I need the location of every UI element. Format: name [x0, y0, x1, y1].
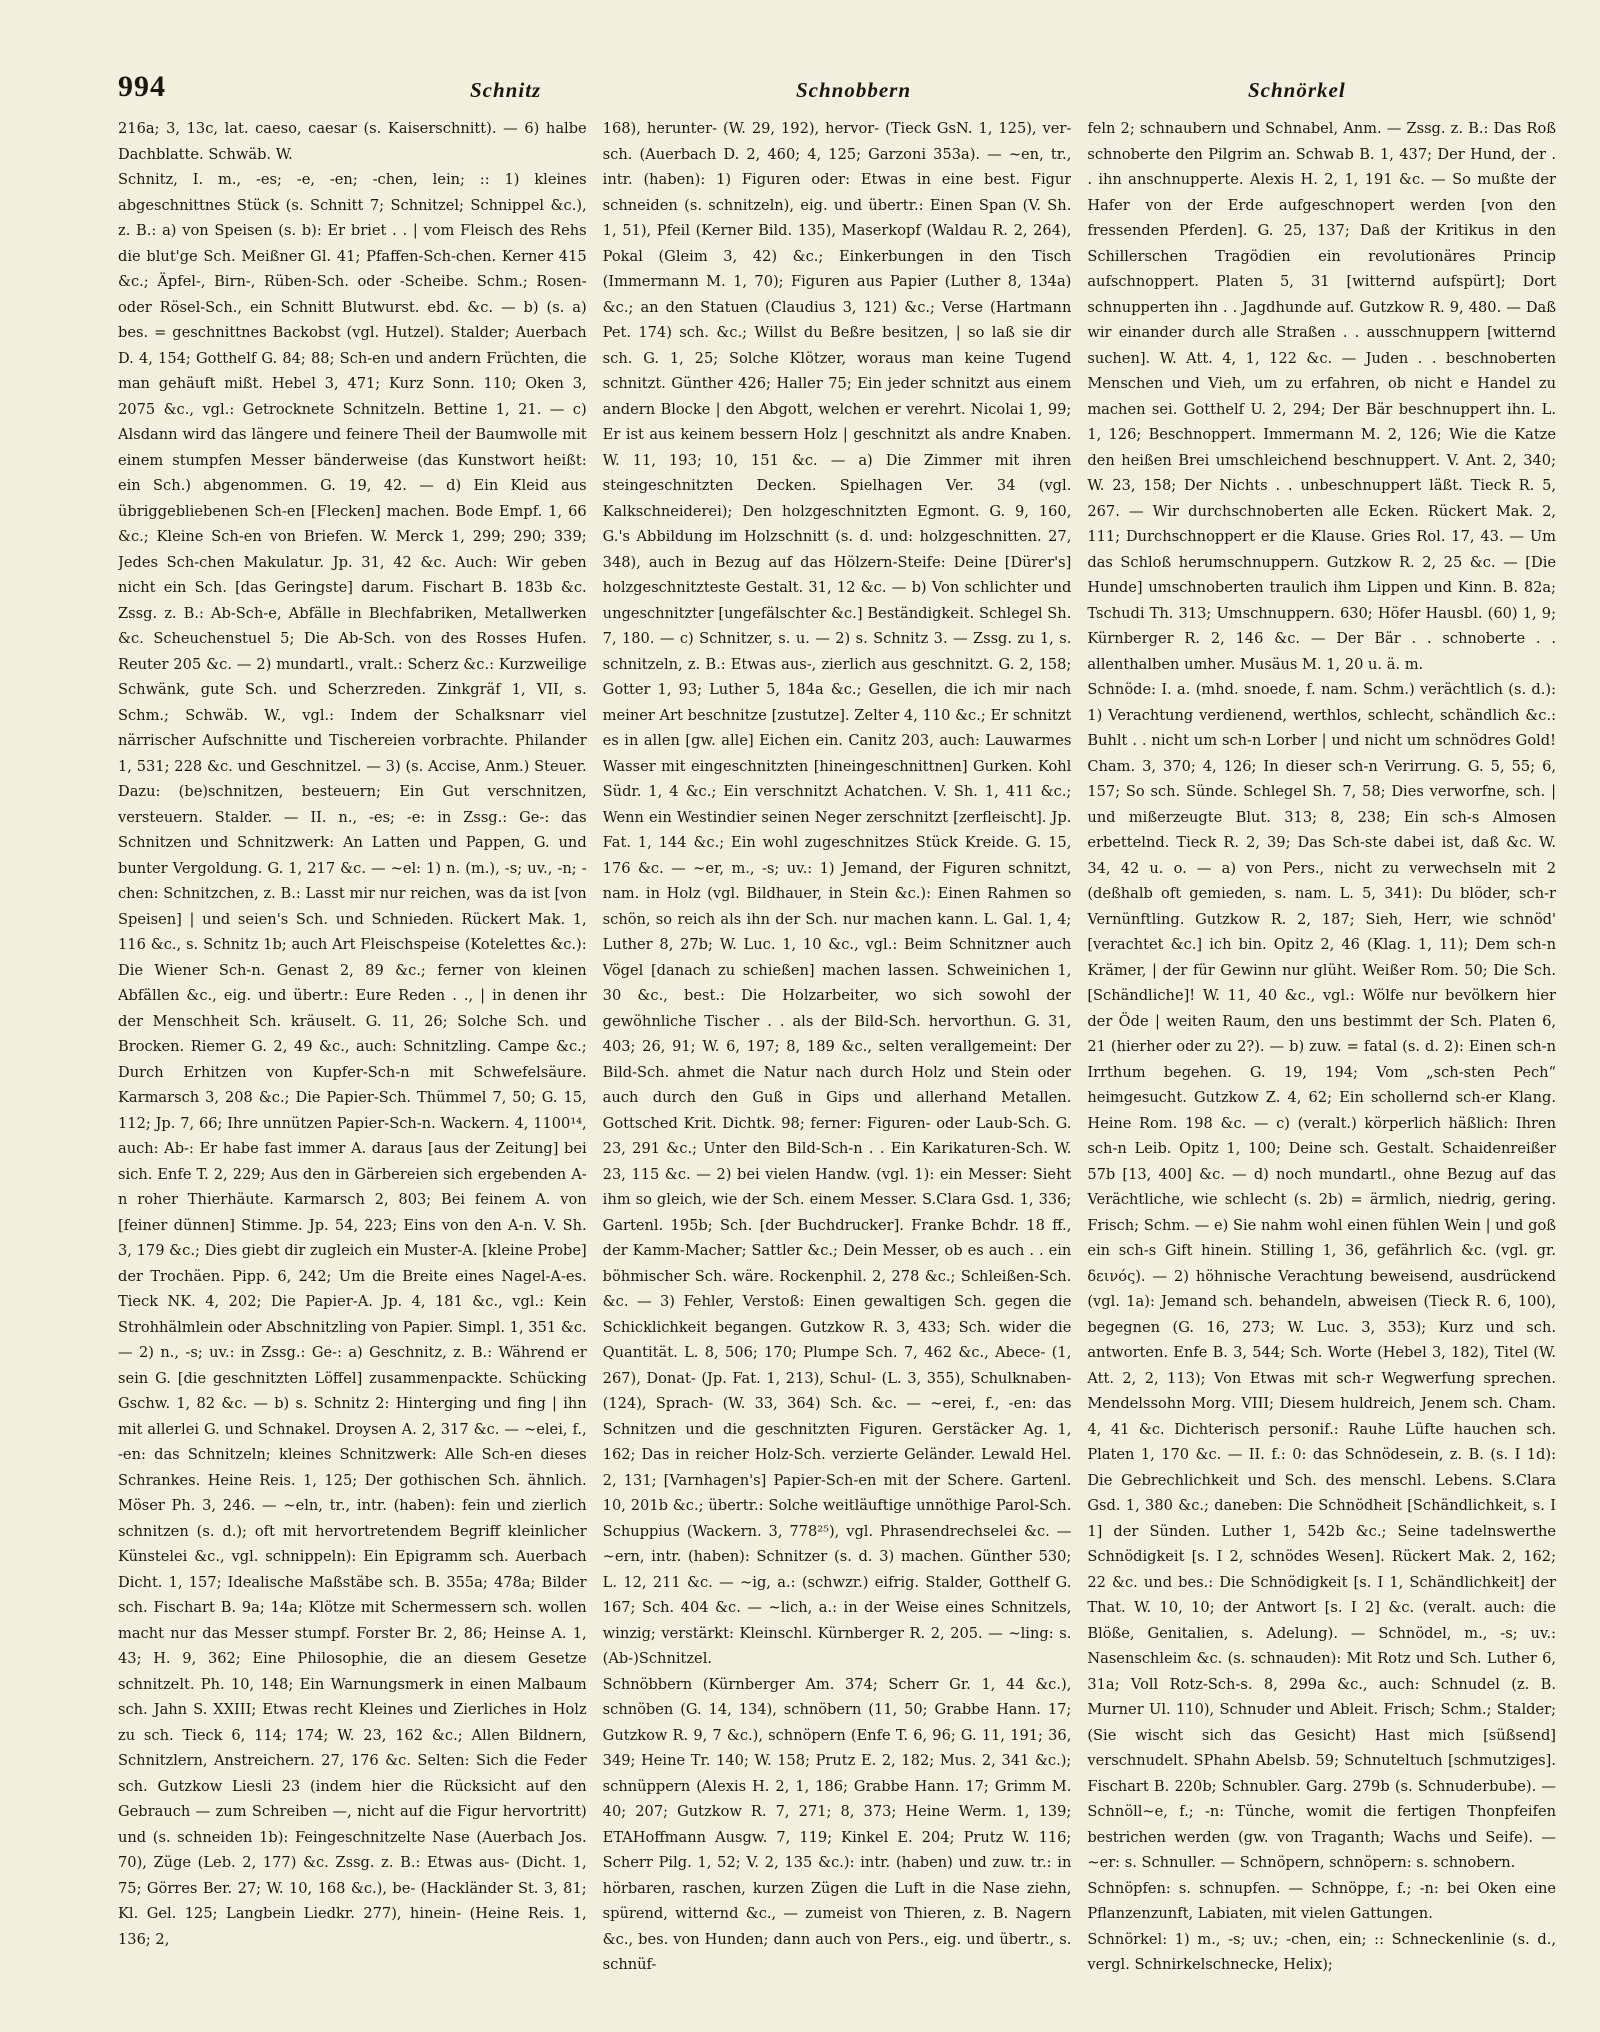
entry-paragraph: 216a; 3, 13c, lat. caeso, caesar (s. Kaiserschnitt). — 6) halbe Dachblatte. Schwäb. W.: [118, 120, 587, 163]
entry-paragraph: feln 2; schnaubern und Schnabel, Anm. — Zssg. z. B.: Das Roß schnoberte den Pilgrim an. Schwab B. 1, 437; Der Hund, der . . ihn anschnupperte. Alexis H. 2, 1, 191 &c. — So mußte der Hafer von der Erde aufgeschnopert werden [von den fressenden Pferden]. G. 25, 137; Daß der Kritikus in den Schillerschen Tragödien ein revolutionäres Princip aufschnoppert. Platen 5, 31 [witternd aufspürt]; Dort schnupperten ihn . . Jagdhunde auf. Gutzkow R. 9, 480. — Daß wir einander durch alle Straßen . . ausschnuppern [witternd suchen]. W. Att. 4, 1, 122 &c. — Juden . . beschnoberten Menschen und Vieh, um zu erfahren, ob nicht e Handel zu machen sei. Gotthelf U. 2, 294; Der Bär beschnuppert ihn. L. 1, 126; Beschnoppert. Immermann M. 2, 126; Wie die Katze den heißen Brei umschleichend beschnuppert. V. Ant. 2, 340; W. 23, 158; Der Nichts . . unbeschnuppert läßt. Tieck R. 5, 267. — Wir durchschnoberten alle Ecken. Rückert Mak. 2, 111; Durchschnoppert er die Klause. Gries Rol. 17, 43. — Um das Schloß herumschnuppern. Gutzkow R. 2, 25 &c. — [Die Hunde] umschnoberten traulich ihm Lippen und Kinn. B. 82a; Tschudi Th. 313; Umschnuppern. 630; Höfer Hausbl. (60) 1, 9; Kürnberger R. 2, 146 &c. — Der Bär . . schnoberte . . allenthalben umher. Musäus M. 1, 20 u. ä. m.: [1087, 120, 1557, 673]
page-header: [118, 70, 1556, 110]
column-3: [1087, 116, 1556, 2016]
entry-paragraph: Schnörkel: 1) m., -s; uv.; -chen, ein; :: Schneckenlinie (s. d., vergl. Schnirkelschnecke, Helix);: [1087, 1930, 1557, 1973]
page-number: 994: [118, 70, 166, 103]
entry-paragraph: Schnöde: I. a. (mhd. snoede, f. nam. Schm.) verächtlich (s. d.): 1) Verachtung verdienend, werthlos, schlecht, schändlich &c.: Buhlt . . nicht um sch-n Lorber | und nicht um schnödres Gold! Cham. 3, 370; 4, 126; In dieser sch-n Verirrung. G. 5, 55; 6, 157; So sch. Sünde. Schlegel Sh. 7, 58; Dies verworfne, sch. | und mißerzeugte Blut. 313; 8, 238; Ein sch-s Almosen erbettelnd. Tieck R. 2, 39; Das Sch-ste dabei ist, daß &c. W. 34, 42 u. o. — a) von Pers., nicht zu verwechseln mit 2 (deßhalb oft gemieden, s. nam. L. 5, 341): Du blöder, sch-r Vernünftling. Gutzkow R. 2, 187; Sieh, Herr, wie schnöd' [verachtet &c.] ich bin. Opitz 2, 46 (Klag. 1, 11); Dem sch-n Krämer, | der für Gewinn nur glüht. Weißer Rom. 50; Die Sch. [Schändliche]! W. 11, 40 &c., vgl.: Wölfe nur bevölkern hier der Öde | weiten Raum, den uns bestimmt der Sch. Platen 6, 21 (hierher oder zu 2?). — b) zuw. = fatal (s. d. 2): Einen sch-n Irrthum begehen. G. 19, 194; Vom „sch-sten Pech“ heimgesucht. Gutzkow Z. 4, 62; Ein schollernd sch-er Klang. Heine Rom. 198 &c. — c) (veralt.) körperlich häßlich: Ihren sch-n Leib. Opitz 1, 100; Deine sch. Gestalt. Schaidenreißer 57b [13, 400] &c. — d) noch mundartl., ohne Bezug auf das Verächtliche, wie schlecht (s. 2b) = ärmlich, niedrig, gering. Frisch; Schm. — e) Sie nahm wohl einen fühlen Wein | und goß ein sch-s Gift hinein. Stilling 1, 36, gefährlich &c. (vgl. gr. δεινός). — 2) höhnische Verachtung beweisend, ausdrückend (vgl. 1a): Jemand sch. behandeln, abweisen (Tieck R. 6, 100), begegnen (G. 16, 273; W. Luc. 3, 353); Kurz und sch. antworten. Enfe B. 3, 544; Sch. Worte (Hebel 3, 182), Titel (W. Att. 2, 2, 113); Von Etwas mit sch-r Wegwerfung sprechen. Mendelssohn Morg. VIII; Diesem huldreich, Jenem sch. Cham. 4, 41 &c. Dichterisch personif.: Rauhe Lüfte hauchen sch. Platen 1, 170 &c. — II. f.: 0: das Schnödesein, z. B. (s. I 1d): Die Gebrechlichkeit und Sch. des menschl. Lebens. S.Clara Gsd. 1, 380 &c.; daneben: Die Schnödheit [Schändlichkeit, s. I 1] der Sünden. Luther 1, 542b &c.; Seine tadelnswerthe Schnödigkeit [s. I 2, schnödes Wesen]. Rückert Mak. 2, 162; 22 &c. und bes.: Die Schnödigkeit [s. I 1, Schändlichkeit] der That. W. 10, 10; der Antwort [s. I 2] &c. (veralt. auch: die Blöße, Genitalien, s. Adelung). — Schnödel, m., -s; uv.: Nasenschleim &c. (s. schnauden): Mit Rotz und Sch. Luther 6, 31a; Voll Rotz-Sch-s. 8, 299a &c., auch: Schnudel (z. B. Murner Ul. 110), Schnuder und Ableit. Frisch; Schm.; Stalder; (Sie wischt sich das Gesicht) Hast mich [süßsend] verschnudelt. SPhahn Abelsb. 59; Schnuteltuch [schmutziges]. Fischart B. 220b; Schnubler. Garg. 279b (s. Schnuderbube). — Schnöll~e, f.; -n: Tünche, womit die fertigen Thonpfeifen bestrichen werden (gw. von Traganth; Wachs und Seife). — ~er: s. Schnuller. — Schnöpern, schnöpern: s. schnobern.: [1087, 681, 1557, 1871]
entry-paragraph: Schnitz, I. m., -es; -e, -en; -chen, lein; :: 1) kleines abgeschnittnes Stück (s. Schnitt 7; Schnitzel; Schnippel &c.), z. B.: a) von Speisen (s. b): Er briet . . | vom Fleisch des Rehs die blut'ge Sch. Meißner Gl. 41; Pfaffen-Sch-chen. Kerner 415 &c.; Äpfel-, Birn-, Rüben-Sch. oder -Scheibe. Schm.; Rosen- oder Rösel-Sch., ein Schnitt Blutwurst. ebd. &c. — b) (s. a) bes. = geschnittnes Backobst (vgl. Hutzel). Stalder; Auerbach D. 4, 154; Gotthelf G. 84; 88; Sch-en und andern Früchten, die man gehäuft mißt. Hebel 3, 471; Kurz Sonn. 110; Oken 3, 2075 &c., vgl.: Getrocknete Schnitzeln. Bettine 1, 21. — c) Alsdann wird das längere und feinere Theil der Baumwolle mit einem stumpfen Messer bänderweise (das Kunstwort heißt: ein Sch.) abgenommen. G. 19, 42. — d) Ein Kleid aus übriggebliebenen Sch-en [Flecken] machen. Bode Empf. 1, 66 &c.; Kleine Sch-en von Briefen. W. Merck 1, 299; 290; 339; Jedes Sch-chen Makulatur. Jp. 31, 42 &c. Auch: Wir geben nicht ein Sch. [das Geringste] darum. Fischart B. 183b &c. Zssg. z. B.: Ab-Sch-e, Abfälle in Blechfabriken, Metallwerken &c. Scheuchenstuel 5; Die Ab-Sch. von des Rosses Hufen. Reuter 205 &c. — 2) mundartl., vralt.: Scherz &c.: Kurzweilige Schwänk, gute Sch. und Scherzreden. Zinkgräf 1, VII, s. Schm.; Schwäb. W., vgl.: Indem der Schalksnarr viel närrischer Aufschnitte und Tischereien vorbrachte. Philander 1, 531; 228 &c. und Geschnitzel. — 3) (s. Accise, Anm.) Steuer. Dazu: (be)schnitzen, besteuern; Ein Gut verschnitzen, versteuern. Stalder. — II. n., -es; -e: in Zssg.: Ge-: das Schnitzen und Schnitzwerk: An Latten und Pappen, G. und bunter Vergoldung. G. 1, 217 &c. — ~el: 1) n. (m.), -s; uv., -n; -chen: Schnitzchen, z. B.: Lasst mir nur reichen, was da ist [von Speisen] | und seien's Sch. und Schnieden. Rückert Mak. 1, 116 &c., s. Schnitz 1b; auch Art Fleischspeise (Kotelettes &c.): Die Wiener Sch-n. Genast 2, 89 &c.; ferner von kleinen Abfällen &c., eig. und übertr.: Eure Reden . ., | in denen ihr der Menschheit Sch. kräuselt. G. 11, 26; Solche Sch. und Brocken. Riemer G. 2, 49 &c., auch: Schnitzling. Campe &c.; Durch Erhitzen von Kupfer-Sch-n mit Schwefelsäure. Karmarsch 3, 208 &c.; Die Papier-Sch. Thümmel 7, 50; G. 15, 112; Jp. 7, 66; Ihre unnützen Papier-Sch-n. Wackern. 4, 1100¹⁴, auch: Ab-: Er habe fast immer A. daraus [aus der Zeitung] bei sich. Enfe T. 2, 229; Aus den in Gärbereien sich ergebenden A-n roher Thierhäute. Karmarsch 2, 803; Bei feinem A. von [feiner dünnen] Stimme. Jp. 54, 223; Eins von den A-n. V. Sh. 3, 179 &c.; Dies giebt dir zugleich ein Muster-A. [kleine Probe] der Trochäen. Pipp. 6, 242; Um die Breite eines Nagel-A-es. Tieck NK. 4, 202; Die Papier-A. Jp. 4, 181 &c., vgl.: Kein Strohhälmlein oder Abschnitzling von Papier. Simpl. 1, 351 &c. — 2) n., -s; uv.: in Zssg.: Ge-: a) Geschnitz, z. B.: Während er sein G. [die geschnitzten Löffel] zusammenpackte. Schücking Gschw. 1, 82 &c. — b) s. Schnitz 2: Hinterging und fing | ihn mit allerlei G. und Schnakel. Droysen A. 2, 317 &c. — ~elei, f., -en: das Schnitzeln; kleines Schnitzwerk: Alle Sch-en dieses Schrankes. Heine Reis. 1, 125; Der gothischen Sch. ähnlich. Möser Ph. 3, 246. — ~eln, tr., intr. (haben): fein und zierlich schnitzen (s. d.); oft mit hervortretendem Begriff kleinlicher Künstelei &c., vgl. schnippeln): Ein Epigramm sch. Auerbach Dicht. 1, 157; Idealische Maßstäbe sch. B. 355a; 478a; Bilder sch. Fischart B. 9a; 14a; Klötze mit Schermessern sch. wollen macht nur das Messer stumpf. Forster Br. 2, 86; Heinse A. 1, 43; H. 9, 362; Eine Philosophie, die an diesem Gesetze schnitzelt. Ph. 10, 148; Ein Warnungsmerk in einen Malbaum sch. Jahn S. XXIII; Etwas recht Kleines und Zierliches in Holz zu sch. Tieck 6, 114; 174; W. 23, 162 &c.; Allen Bildnern, Schnitzlern, Anstreichern. 27, 176 &c. Selten: Sich die Feder sch. Gutzkow Liesli 23 (indem hier die Rücksicht auf den Gebrauch — zum Schreiben —, nicht auf die Figur hervortritt) und (s. schneiden 1b): Feingeschnitzelte Nase (Auerbach Jos. 70), Züge (Leb. 2, 177) &c. Zssg. z. B.: Etwas aus- (Dicht. 1, 75; Görres Ber. 27; W. 10, 168 &c.), be- (Hackländer St. 3, 81; Kl. Gel. 125; Langbein Liedkr. 277), hinein- (Heine Reis. 1, 136; 2,: [118, 171, 587, 1948]
column-2: [603, 116, 1072, 2016]
entry-paragraph: Schnöbbern (Kürnberger Am. 374; Scherr Gr. 1, 44 &c.), schnöben (G. 14, 134), schnöbern (11, 50; Grabbe Hann. 17; Gutzkow R. 9, 7 &c.), schnöpern (Enfe T. 6, 96; G. 11, 191; 36, 349; Heine Tr. 140; W. 158; Prutz E. 2, 182; Mus. 2, 341 &c.); schnüppern (Alexis H. 2, 1, 186; Grabbe Hann. 17; Grimm M. 40; 207; Gutzkow R. 7, 271; 8, 373; Heine Werm. 1, 139; ETAHoffmann Ausgw. 7, 119; Kinkel E. 204; Prutz W. 116; Scherr Pilg. 1, 52; V. 2, 135 &c.): intr. (haben) und zuw. tr.: in hörbaren, raschen, kurzen Zügen die Luft in die Nase ziehn, spürend, witternd &c., — zumeist von Thieren, z. B. Nagern &c., bes. von Hunden; dann auch von Pers., eig. und übertr., s. schnüf-: [602, 1675, 1072, 1973]
column-1: [118, 116, 587, 2016]
center-guide-word: Schnobbern: [796, 78, 912, 102]
entry-paragraph: Schnöpfen: s. schnupfen. — Schnöppe, f.; -n: bei Oken eine Pflanzenzunft, Labiaten, mit vielen Gattungen.: [1087, 1879, 1557, 1922]
entry-paragraph: 168), herunter- (W. 29, 192), hervor- (Tieck GsN. 1, 125), ver-sch. (Auerbach D. 2, 460; 4, 125; Garzoni 353a). — ~en, tr., intr. (haben): 1) Figuren oder: Etwas in eine best. Figur schneiden (s. schnitzeln), eig. und übertr.: Einen Span (V. Sh. 1, 51), Pfeil (Kerner Bild. 135), Maserkopf (Waldau R. 2, 264), Pokal (Gleim 3, 42) &c.; Einkerbungen in den Tisch (Immermann M. 1, 70); Figuren aus Papier (Luther 8, 134a) &c.; an den Statuen (Claudius 3, 121) &c.; Verse (Hartmann Pet. 174) sch. &c.; Willst du Beßre besitzen, | so laß sie dir sch. G. 1, 25; Solche Klötzer, woraus man keine Tugend schnitzt. Günther 426; Haller 75; Ein jeder schnitzt aus einem andern Blocke | den Abgott, welchen er verehrt. Nicolai 1, 99; Er ist aus keinem bessern Holz | geschnitzt als andre Knaben. W. 11, 193; 10, 151 &c. — a) Die Zimmer mit ihren steingeschnitzten Decken. Spielhagen Ver. 34 (vgl. Kalkschneiderei); Den holzgeschnitzten Egmont. G. 9, 160, G.'s Abbildung im Holzschnitt (s. d. und: holzgeschnitten. 27, 348), auch in Bezug auf das Hölzern-Steife: Deine [Dürer's] holzgeschnitzteste Gestalt. 31, 12 &c. — b) Von schlichter und ungeschnitzter [ungefälschter &c.] Beständigkeit. Schlegel Sh. 7, 180. — c) Schnitzer, s. u. — 2) s. Schnitz 3. — Zssg. zu 1, s. schnitzeln, z. B.: Etwas aus-, zierlich aus geschnitzt. G. 2, 158; Gotter 1, 93; Luther 5, 184a &c.; Gesellen, die ich mir nach meiner Art beschnitze [zustutze]. Zelter 4, 110 &c.; Er schnitzt es in allen [gw. alle] Eichen ein. Canitz 203, auch: Lauwarmes Wasser mit eingeschnitzten [hineingeschnittnen] Gurken. Kohl Südr. 1, 4 &c.; Ein verschnitzt Achatchen. V. Sh. 1, 411 &c.; Wenn ein Westindier seinen Neger zerschnitzt [zerfleischt]. Jp. Fat. 1, 144 &c.; Ein wohl zugeschnitzes Stück Kreide. G. 15, 176 &c. — ~er, m., -s; uv.: 1) Jemand, der Figuren schnitzt, nam. in Holz (vgl. Bildhauer, in Stein &c.): Einen Rahmen so schön, so reich als ihn der Sch. nur machen kann. L. Gal. 1, 4; Luther 8, 27b; W. Luc. 1, 10 &c., vgl.: Beim Schnitzner auch Vögel [danach zu schießen] machen lassen. Schweinichen 1, 30 &c., best.: Die Holzarbeiter, wo sich sowohl der gewöhnliche Tischer . . als der Bild-Sch. hervorthun. G. 31, 403; 26, 91; W. 6, 197; 8, 189 &c., selten verallgemeint: Der Bild-Sch. ahmet die Natur nach durch Holz und Stein oder auch durch den Guß in Gips und allerhand Metallen. Gottsched Krit. Dichtk. 98; ferner: Figuren- oder Laub-Sch. G. 23, 291 &c.; Unter den Bild-Sch-n . . Ein Karikaturen-Sch. W. 23, 115 &c. — 2) bei vielen Handw. (vgl. 1): ein Messer: Sieht ihm so gleich, wie der Sch. einem Messer. S.Clara Gsd. 1, 336; Gartenl. 195b; Sch. [der Buchdrucker]. Franke Bchdr. 18 ff., der Kamm-Macher; Sattler &c.; Dein Messer, ob es auch . . ein böhmischer Sch. wäre. Rockenphil. 2, 278 &c.; Schleißen-Sch. &c. — 3) Fehler, Verstoß: Einen gewaltigen Sch. gegen die Schicklichkeit begangen. Gutzkow R. 3, 433; Sch. wider die Quantität. L. 8, 506; 170; Plumpe Sch. 7, 462 &c., Abece- (1, 267), Donat- (Jp. Fat. 1, 213), Schul- (L. 3, 355), Schulknaben- (124), Sprach- (W. 33, 364) Sch. &c. — ~erei, f., -en: das Schnitzen und die geschnitzten Figuren. Gerstäcker Ag. 1, 162; Das in reicher Holz-Sch. verzierte Geländer. Lewald Hel. 2, 131; [Varnhagen's] Papier-Sch-en mit der Schere. Gartenl. 10, 201b &c.; übertr.: Solche weitläuftige unnöthige Parol-Sch. Schuppius (Wackern. 3, 778²⁵), vgl. Phrasendrechselei &c. — ~ern, intr. (haben): Schnitzer (s. d. 3) machen. Günther 530; L. 12, 211 &c. — ~ig, a.: (schwzr.) eifrig. Stalder, Gotthelf G. 167; Sch. 404 &c. — ~lich, a.: in der Weise eines Schnitzels, winzig; verstärkt: Kleinschl. Kürnberger R. 2, 205. — ~ling: s. (Ab-)Schnitzel.: [602, 120, 1072, 1667]
right-guide-word: Schnörkel: [1248, 78, 1346, 102]
text-columns: [118, 116, 1556, 2016]
left-guide-word: Schnitz: [470, 78, 542, 102]
